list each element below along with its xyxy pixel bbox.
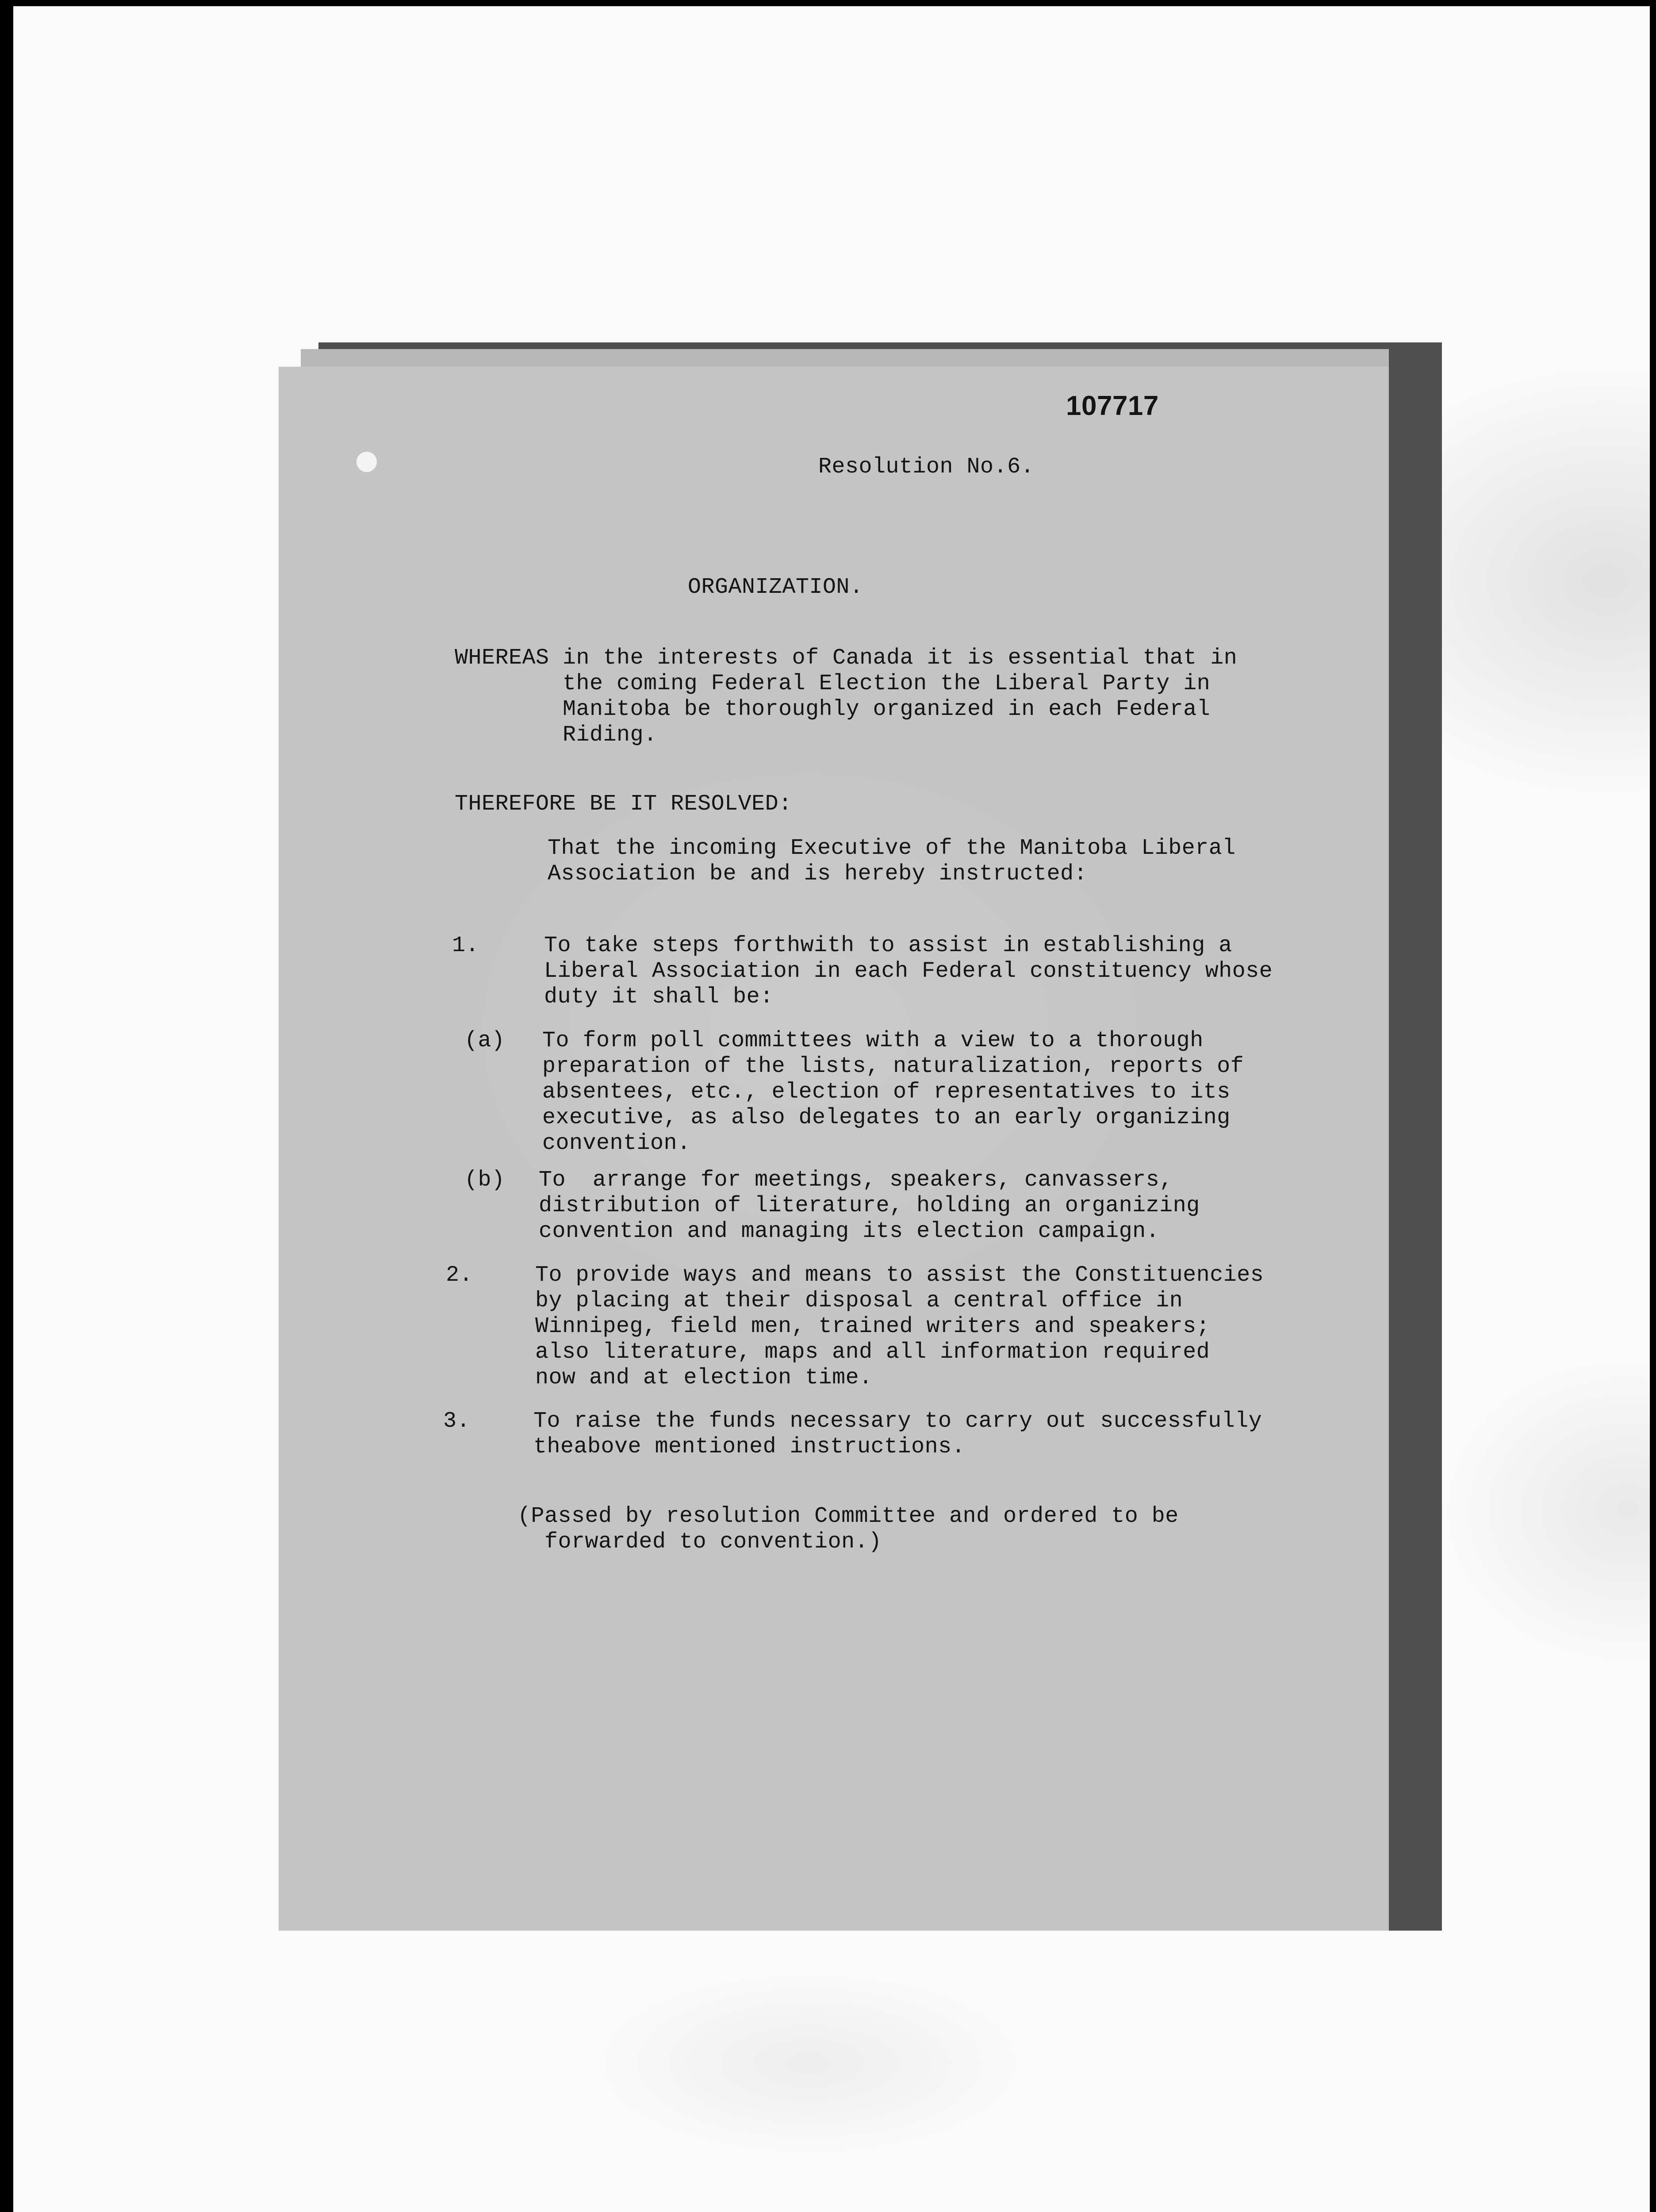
item-marker-3: 3. bbox=[443, 1409, 471, 1434]
therefore-heading: THEREFORE BE IT RESOLVED: bbox=[455, 791, 792, 817]
document-sheet bbox=[279, 367, 1389, 1931]
instruction-paragraph: That the incoming Executive of the Manitoba Liberal Association be and is hereby instructed: bbox=[548, 836, 1236, 887]
item-text-b: To arrange for meetings, speakers, canvassers, distribution of literature, holding an organizing convention and managing its election campaign. bbox=[539, 1167, 1200, 1244]
item-marker-b: (b) bbox=[464, 1167, 505, 1193]
item-text-3: To raise the funds necessary to carry out successfully theabove mentioned instructions. bbox=[533, 1409, 1262, 1459]
section-title: ORGANIZATION. bbox=[688, 575, 863, 600]
item-marker-2: 2. bbox=[446, 1263, 473, 1288]
resolution-heading: Resolution No.6. bbox=[818, 454, 1035, 480]
item-text-a: To form poll committees with a view to a thorough preparation of the lists, naturalization, reports of absentees, etc., election of representatives to its executive, as also delegates to an early organizing convention. bbox=[542, 1028, 1244, 1156]
whereas-clause: WHEREAS in the interests of Canada it is essential that in the coming Federal Election the Liberal Party in Manitoba be thoroughly organized in each Federal Riding. bbox=[455, 645, 1238, 748]
microfilm-frame bbox=[13, 6, 1650, 2212]
footnote: (Passed by resolution Committee and ordered to be forwarded to convention.) bbox=[518, 1504, 1179, 1555]
item-text-2: To provide ways and means to assist the Constituencies by placing at their disposal a central office in Winnipeg, field men, trained writers and speakers; also literature, maps and all information required now and at election time. bbox=[535, 1263, 1264, 1390]
item-marker-a: (a) bbox=[464, 1028, 505, 1053]
punch-hole bbox=[356, 452, 377, 472]
document-number: 107717 bbox=[1066, 391, 1159, 421]
item-marker-1: 1. bbox=[452, 933, 479, 958]
item-text-1: To take steps forthwith to assist in establishing a Liberal Association in each Federal constituency whose duty it shall be: bbox=[544, 933, 1273, 1010]
